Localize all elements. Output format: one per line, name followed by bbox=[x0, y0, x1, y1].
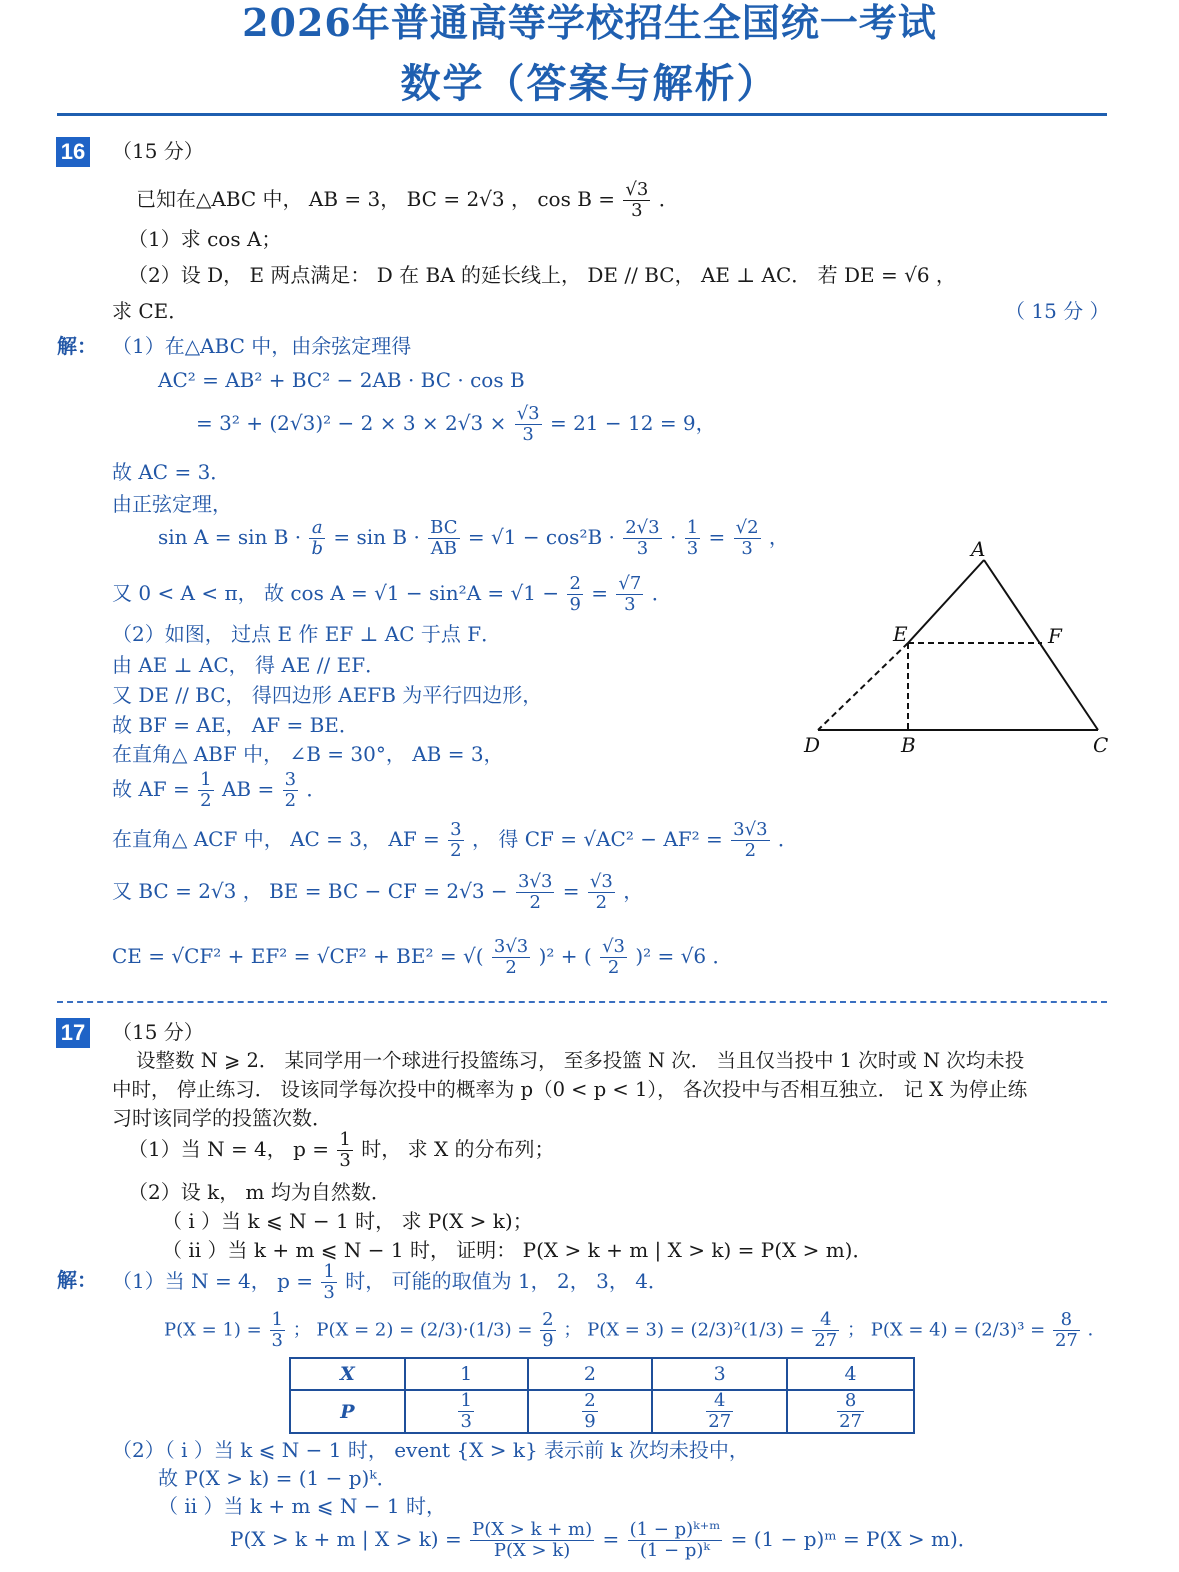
fraction bbox=[588, 872, 615, 913]
fraction bbox=[198, 770, 213, 811]
sol16-line14 bbox=[112, 820, 798, 861]
fraction bbox=[540, 1310, 555, 1351]
table-cell bbox=[405, 1390, 528, 1433]
frac-den: 3 bbox=[339, 1150, 351, 1171]
frac-num: P(X > k + m) bbox=[472, 1519, 593, 1540]
sol17-line4: （ ii ）当 k + m ⩽ N − 1 时， bbox=[158, 1494, 446, 1518]
sol16-line1: （1）在△ABC 中，由余弦定理得 bbox=[112, 334, 412, 358]
frac-num: (1 − p)ᵏ⁺ᵐ bbox=[629, 1519, 721, 1540]
fraction bbox=[685, 518, 700, 559]
period: ． bbox=[658, 187, 679, 211]
comma: ， bbox=[768, 525, 789, 549]
sol16-line11: 故 BF = AE， AF = BE． bbox=[112, 713, 359, 737]
frac-den: 3 bbox=[741, 538, 753, 559]
fraction bbox=[270, 1310, 285, 1351]
q17-part2: （2）设 k， m 均为自然数． bbox=[128, 1180, 391, 1204]
frac-num: 1 bbox=[200, 769, 212, 790]
table-cell: 2 bbox=[528, 1358, 653, 1390]
frac-den: 27 bbox=[708, 1411, 732, 1432]
frac-den: 2 bbox=[450, 840, 462, 861]
fraction bbox=[337, 1130, 352, 1171]
dot: · bbox=[669, 525, 677, 549]
sol17-line5-b: = (1 − p)ᵐ = P(X > m)． bbox=[730, 1527, 978, 1551]
frac-num: 2 bbox=[542, 1309, 554, 1330]
fraction bbox=[309, 518, 325, 559]
sol17-line5 bbox=[230, 1520, 978, 1561]
equals: = bbox=[591, 581, 609, 605]
fraction bbox=[1053, 1310, 1080, 1351]
segment-ab bbox=[908, 560, 984, 643]
sol17-line1 bbox=[112, 1262, 668, 1303]
sol16-line6-a: sin A = sin B · bbox=[158, 525, 302, 549]
question-number-16: 16 bbox=[56, 137, 90, 167]
frac-den: 3 bbox=[624, 594, 636, 615]
frac-den: 3 bbox=[631, 200, 643, 221]
sol16-line14-a: 在直角△ ACF 中， AC = 3， AF = bbox=[112, 827, 440, 851]
table-row bbox=[290, 1358, 914, 1390]
frac-den: 27 bbox=[814, 1330, 838, 1351]
frac-den: 3 bbox=[460, 1411, 472, 1432]
label-c: C bbox=[1093, 733, 1109, 757]
sol16-line13-a: 故 AF = bbox=[112, 777, 190, 801]
sol16-line7-a: 又 0 < A < π， 故 cos A = √1 − sin²A = √1 − bbox=[112, 581, 560, 605]
fraction bbox=[458, 1391, 473, 1432]
q16-given-text: 已知在△ABC 中， AB = 3， BC = 2√3 ， cos B = bbox=[136, 187, 616, 211]
fraction bbox=[567, 574, 582, 615]
frac-den: 27 bbox=[839, 1411, 862, 1432]
frac-num: 3√3 bbox=[518, 871, 553, 892]
sol16-line15 bbox=[112, 872, 643, 913]
q16-part2: （2）设 D， E 两点满足： D 在 BA 的延长线上， DE // BC， AE ⊥ AC． 若 DE = √6 ， bbox=[128, 263, 956, 287]
q16-score-note: （ 15 分 ） bbox=[1005, 299, 1110, 323]
frac-num: √2 bbox=[735, 517, 759, 538]
q17-para3: 习时该同学的投篮次数． bbox=[112, 1106, 332, 1130]
q17-part2-i: （ i ）当 k ⩽ N − 1 时， 求 P(X > k)； bbox=[162, 1209, 533, 1233]
table-cell: 1 bbox=[405, 1358, 528, 1390]
equals: = bbox=[562, 879, 580, 903]
frac-num: 8 bbox=[1053, 1310, 1080, 1331]
frac-den: 2 bbox=[744, 840, 757, 861]
table-header-x: X bbox=[290, 1358, 405, 1390]
frac-num: √7 bbox=[618, 573, 642, 594]
frac-den: AB bbox=[430, 538, 457, 559]
frac-num: 3√3 bbox=[493, 936, 529, 957]
frac-num: 2 bbox=[584, 1390, 596, 1411]
q17-part1 bbox=[128, 1130, 555, 1171]
frac-den: 3 bbox=[271, 1330, 283, 1351]
sol17-line1-a: （1）当 N = 4， p = bbox=[112, 1269, 314, 1293]
label-d: D bbox=[804, 733, 821, 757]
prob-x2: ； P(X = 2) = (2/3)·(1/3) = bbox=[292, 1319, 533, 1341]
label-f: F bbox=[1048, 624, 1062, 648]
period: ． bbox=[651, 581, 672, 605]
frac-den: b bbox=[311, 538, 324, 559]
prob-x4: ； P(X = 4) = (2/3)³ = bbox=[846, 1319, 1046, 1341]
label-e: E bbox=[893, 622, 908, 646]
frac-num: 1 bbox=[460, 1390, 472, 1411]
frac-den: 2 bbox=[284, 790, 297, 811]
section-divider bbox=[57, 1001, 1107, 1003]
sol16-line7 bbox=[112, 574, 672, 615]
equals: = bbox=[708, 525, 726, 549]
fraction bbox=[623, 518, 661, 559]
frac-num: 3 bbox=[284, 769, 297, 790]
label-b: B bbox=[901, 733, 916, 757]
frac-den: 27 bbox=[1054, 1330, 1078, 1351]
frac-num: 1 bbox=[339, 1129, 351, 1150]
triangle-diagram bbox=[790, 530, 1130, 770]
frac-num: 3 bbox=[450, 819, 462, 840]
table-header-p: P bbox=[290, 1390, 405, 1433]
frac-den: 9 bbox=[569, 594, 581, 615]
frac-den: 2 bbox=[505, 957, 517, 978]
frac-num: 1 bbox=[686, 517, 699, 538]
frac-num: 1 bbox=[271, 1309, 283, 1330]
sol17-line5-a: P(X > k + m | X > k) = bbox=[230, 1527, 462, 1551]
equals: = bbox=[602, 1527, 620, 1551]
prob-x1: P(X = 1) = bbox=[164, 1319, 262, 1341]
fraction bbox=[470, 1520, 594, 1561]
sol17-probabilities bbox=[164, 1310, 1106, 1351]
sol16-line9: 由 AE ⊥ AC， 得 AE // EF． bbox=[112, 653, 386, 677]
sol16-line6-b: = sin B · bbox=[333, 525, 420, 549]
period: ． bbox=[777, 827, 798, 851]
table-cell bbox=[652, 1390, 787, 1433]
table-cell bbox=[528, 1390, 653, 1433]
fraction bbox=[283, 770, 298, 811]
q16-given-fraction bbox=[623, 180, 650, 221]
fraction bbox=[731, 820, 769, 861]
sol16-line6-c: = √1 − cos²B · bbox=[467, 525, 615, 549]
q17-part1-a: （1）当 N = 4， p = bbox=[128, 1137, 330, 1161]
comma: ， bbox=[623, 879, 644, 903]
frac-den: 3 bbox=[636, 538, 649, 559]
sol17-line1-b: 时， 可能的取值为 1， 2， 3， 4． bbox=[345, 1269, 668, 1293]
sol17-line2: （2）（ i ）当 k ⩽ N − 1 时， event {X > k} 表示前 k 次均未投中， bbox=[112, 1438, 749, 1462]
table-cell: 3 bbox=[652, 1358, 787, 1390]
frac-den: 3 bbox=[686, 538, 699, 559]
q16-part2-cont: 求 CE． bbox=[112, 299, 189, 323]
frac-num: a bbox=[309, 518, 325, 539]
table-cell bbox=[787, 1390, 914, 1433]
frac-den: 2 bbox=[607, 957, 620, 978]
sol17-line3: 故 P(X > k) = (1 − p)ᵏ． bbox=[158, 1466, 397, 1490]
question-number-17: 17 bbox=[56, 1018, 90, 1048]
segment-ed bbox=[818, 643, 908, 730]
fraction bbox=[321, 1262, 336, 1303]
frac-den: 9 bbox=[584, 1411, 596, 1432]
fraction bbox=[582, 1391, 597, 1432]
sol16-line3 bbox=[196, 404, 716, 445]
document-subtitle: 数学（答案与解析） bbox=[400, 60, 779, 107]
sol16-line13 bbox=[112, 770, 326, 811]
frac-num: √3 bbox=[602, 936, 625, 957]
q17-para1: 设整数 N ⩾ 2． 某同学用一个球进行投篮练习， 至多投篮 N 次． 当且仅当投中 1 次时或 N 次均未投 bbox=[136, 1049, 1025, 1072]
fraction bbox=[600, 937, 627, 978]
sol16-line16-c: )² = √6 ． bbox=[635, 944, 733, 968]
q17-part1-b: 时， 求 X 的分布列； bbox=[361, 1137, 555, 1161]
solution-label-17: 解： bbox=[57, 1268, 97, 1292]
q17-part2-ii: （ ii ）当 k + m ⩽ N − 1 时， 证明： P(X > k + m | X > k) = P(X > m)． bbox=[162, 1238, 873, 1262]
sol16-line12: 在直角△ ABF 中， ∠B = 30°， AB = 3， bbox=[112, 742, 504, 766]
frac-den: P(X > k) bbox=[493, 1540, 571, 1561]
fraction bbox=[516, 872, 554, 913]
frac-num: 3√3 bbox=[733, 819, 768, 840]
q17-points: （15 分） bbox=[112, 1020, 204, 1044]
sol16-line16 bbox=[112, 937, 732, 978]
frac-den: 2 bbox=[595, 892, 608, 913]
fraction bbox=[734, 518, 761, 559]
fraction bbox=[448, 820, 463, 861]
q16-given bbox=[136, 180, 679, 221]
frac-num: √3 bbox=[589, 871, 613, 892]
header-divider bbox=[57, 113, 1107, 116]
fraction bbox=[616, 574, 643, 615]
frac-den: 2 bbox=[529, 892, 541, 913]
fraction bbox=[428, 518, 459, 559]
prob-x3: ； P(X = 3) = (2/3)²(1/3) = bbox=[563, 1319, 805, 1341]
sol16-line16-a: CE = √CF² + EF² = √CF² + BE² = √( bbox=[112, 944, 484, 968]
fraction bbox=[515, 404, 542, 445]
frac-num: √3 bbox=[625, 179, 649, 200]
fraction bbox=[628, 1520, 723, 1561]
frac-den: 2 bbox=[200, 790, 212, 811]
fraction bbox=[492, 937, 530, 978]
frac-den: 3 bbox=[323, 1282, 335, 1303]
table-cell: 4 bbox=[787, 1358, 914, 1390]
frac-num: 4 bbox=[706, 1391, 733, 1412]
sol16-line3-b: = 21 − 12 = 9， bbox=[549, 411, 716, 435]
fraction bbox=[837, 1391, 864, 1432]
sol16-line10: 又 DE // BC， 得四边形 AEFB 为平行四边形， bbox=[112, 683, 543, 707]
q16-part1: （1）求 cos A； bbox=[128, 227, 282, 251]
frac-num: 4 bbox=[812, 1310, 839, 1331]
fraction bbox=[812, 1310, 839, 1351]
frac-num: 2√3 bbox=[625, 517, 660, 538]
frac-num: 8 bbox=[837, 1391, 864, 1412]
sol16-line6 bbox=[158, 518, 789, 559]
frac-num: √3 bbox=[516, 403, 540, 424]
frac-den: 3 bbox=[522, 424, 534, 445]
sol16-line16-b: )² + ( bbox=[538, 944, 592, 968]
sol16-line14-b: ， 得 CF = √AC² − AF² = bbox=[471, 827, 723, 851]
sol16-line13-b: AB = bbox=[221, 777, 275, 801]
sol16-line4: 故 AC = 3． bbox=[112, 460, 231, 484]
frac-den: 9 bbox=[542, 1330, 554, 1351]
distribution-table bbox=[289, 1357, 915, 1434]
sol16-line3-a: = 3² + (2√3)² − 2 × 3 × 2√3 × bbox=[196, 411, 507, 435]
frac-num: 2 bbox=[569, 573, 581, 594]
q16-points: （15 分） bbox=[112, 139, 204, 163]
q17-para2: 中时， 停止练习． 设该同学每次投中的概率为 p（0 < p < 1）， 各次投中与否相互独立． 记 X 为停止练 bbox=[112, 1078, 1028, 1101]
frac-den: (1 − p)ᵏ bbox=[639, 1540, 710, 1561]
sol16-line5: 由正弦定理， bbox=[112, 492, 232, 516]
sol16-line8: （2）如图， 过点 E 作 EF ⊥ AC 于点 F． bbox=[112, 622, 502, 646]
fraction bbox=[706, 1391, 733, 1432]
frac-num: BC bbox=[430, 517, 458, 538]
document-title: 2026年普通高等学校招生全国统一考试 bbox=[242, 0, 937, 45]
table-row bbox=[290, 1390, 914, 1433]
segment-ac bbox=[984, 560, 1098, 730]
label-a: A bbox=[971, 537, 986, 561]
frac-num: 1 bbox=[323, 1261, 335, 1282]
sol16-line15-a: 又 BC = 2√3 ， BE = BC − CF = 2√3 − bbox=[112, 879, 508, 903]
period: ． bbox=[1087, 1319, 1106, 1341]
solution-label-16: 解： bbox=[57, 334, 97, 358]
period: ． bbox=[306, 777, 327, 801]
sol16-line2: AC² = AB² + BC² − 2AB · BC · cos B bbox=[158, 368, 525, 392]
